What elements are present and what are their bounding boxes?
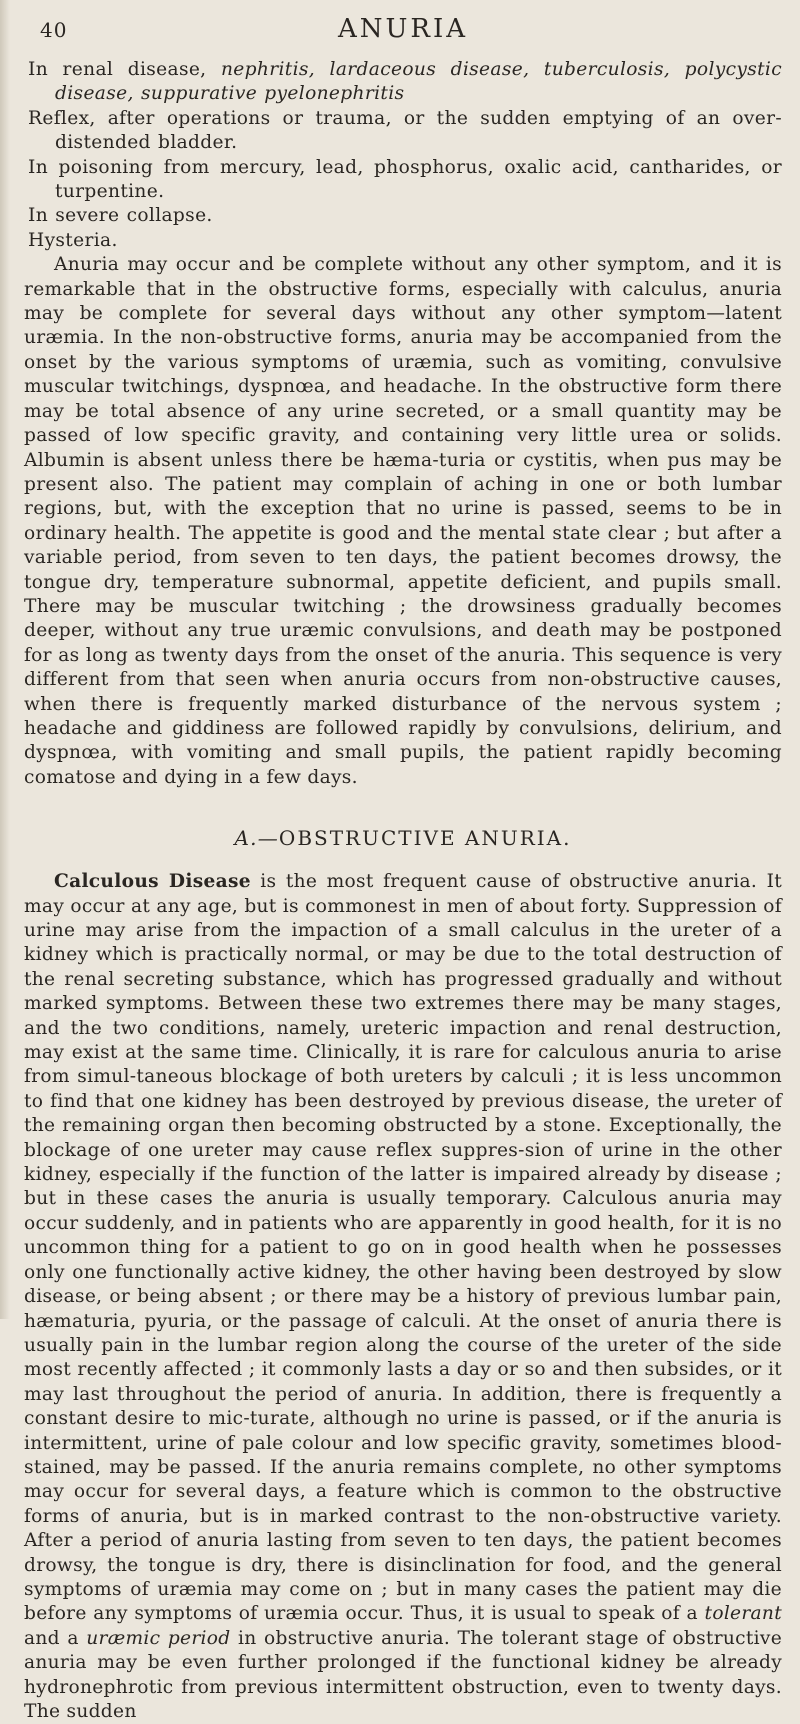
list-item-lead: In poisoning [28,156,154,178]
page-number: 40 [40,18,68,42]
list-item-text: after operations or trauma, or the sudden emptying of an over-distended bladder. [55,107,782,154]
list-item [28,156,782,205]
list-item [28,58,782,107]
list-item-lead: In renal disease, [28,59,207,80]
section-title: OBSTRUCTIVE ANURIA. [278,826,572,851]
paragraph-text: and a [24,1627,87,1649]
page-header [24,14,782,50]
list-item [28,204,782,228]
emphasis-term: tolerant [704,1603,782,1625]
list-item [28,107,782,156]
scan-shadow [0,0,10,1319]
running-head: ANURIA [337,14,469,44]
paragraph-general: Anuria may occur and be complete without any other symptom, and it is remarkable that in the obstructive forms, especially with calculus, anuria may be complete for several days without any other symptom—latent uræmia. In the non-obstructive forms, anuria may be accompanied from the onset by the various symptoms of uræmia, such as vomiting, convulsive muscular twitchings, dyspnœa, and headache. In the obstructive form there may be total absence of any urine secreted, or a small quantity may be passed of low specific gravity, and containing very little urea or solids. Albumin is absent unless there be hæma-turia or cystitis, when pus may be present also. The patient may complain of aching in one or both lumbar regions, but, with the exception that no urine is passed, seems to be in ordinary health. The appetite is good and the mental state clear ; but after a variable period, from seven to ten days, the patient becomes drowsy, the tongue dry, temperature subnormal, appetite deficient, and pupils small. There may be muscular twitching ; the drowsiness gradually becomes deeper, without any true uræmic convulsions, and death may be postponed for as long as twenty days from the onset of the anuria. This sequence is very different from that seen when anuria occurs from non-obstructive causes, when there is frequently marked disturbance of the nervous system ; headache and giddiness are followed rapidly by convulsions, delirium, and dyspnœa, with vomiting and small pupils, the patient rapidly becoming comatose and dying in a few days. [24,254,782,788]
list-item-text: nephritis, lardaceous disease, tuberculosis, polycystic disease, suppurative pyelonephritis [55,59,782,105]
section-heading [24,826,782,850]
section-letter: A. [234,826,258,851]
paragraph-lead: Calculous Disease [54,871,251,893]
list-item-text: from mercury, lead, phosphorus, oxalic acid, cantharides, or turpentine. [55,156,782,203]
emphasis-term: uræmic period [86,1627,231,1649]
list-item-lead: In severe collapse. [28,205,213,227]
list-item-lead: Hysteria. [28,229,118,251]
paragraph-text: is the most frequent cause of obstructive anuria. It may occur at any age, but is commonest in men of about forty. Suppression of urine may arise from the impaction of a small calculus in the ureter of a kidney which is practically normal, or may be due to the total destruction of the renal secreting substance, which has progressed gradually and without marked symptoms. Between these two extremes there may be many stages, and the two conditions, namely, ureteric impaction and renal destruction, may exist at the same time. Clinically, it is rare for calculous anuria to arise from simul-taneous blockage of both ureters by calculi ; it is less uncommon to find that one kidney has been destroyed by previous disease, the ureter of the remaining organ then becoming obstructed by a stone. Exceptionally, the blockage of one ureter may cause reflex suppres-sion of urine in the other kidney, especially if the function of the latter is impaired already by disease ; but in these cases the anuria is usually temporary. Calculous anuria may occur suddenly, and in patients who are apparently in good health, for it is no uncommon thing for a patient to go on in good health when he possesses only one functionally active kidney, the other having been destroyed by slow disease, or being absent ; or there may be a history of previous lumbar pain, hæmaturia, pyuria, or the passage of calculi. At the onset of anuria there is usually pain in the lumbar region along the course of the ureter of the side most recently affected ; it commonly lasts a day or so and then subsides, or it may last throughout the period of anuria. In addition, there is frequently a constant desire to mic-turate, although no urine is passed, or if the anuria is intermittent, urine of pale colour and low specific gravity, sometimes blood-stained, may be passed. If the anuria remains complete, no other symptoms may occur for several days, a feature which is common to the obstructive forms of anuria, but is in marked contrast to the non-obstructive variety. After a period of anuria lasting from seven to ten days, the patient becomes drowsy, the tongue is dry, there is disinclination for food, and the general symptoms of uræmia may come on ; but in many cases the patient may die before any symptoms of uræmia occur. Thus, it is usual to speak of a [24,871,782,1625]
list-item-lead: Reflex, [28,107,96,129]
paragraph-calculous [24,870,782,1724]
causes-list [28,58,782,253]
list-item [28,229,782,253]
paragraph-text: in obstructive anuria. The tolerant stage of obstructive anuria may be even further prolonged if the functional kidney be already hydronephrotic from previous intermittent obstruction, even to twenty days. The sudden [24,1627,783,1722]
section-dash: — [257,826,279,851]
